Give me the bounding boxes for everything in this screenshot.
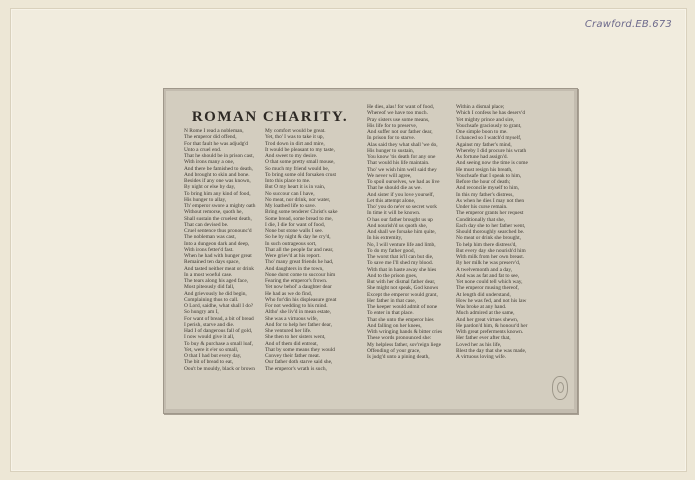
verse-line: Yet mighty prince and sire, bbox=[456, 116, 515, 123]
verse-line: Cruel sentence thus pronounc'd bbox=[184, 228, 252, 234]
verse-line: But with her dismal father dear, bbox=[367, 279, 436, 285]
verse-line: And sweet to my desire. bbox=[265, 153, 318, 159]
verse-line: My comfort would be great. bbox=[265, 128, 326, 134]
verse-line: Had I of dangerous fall of gold, bbox=[184, 328, 253, 334]
verse-line: Into a dungeon dark and deep, bbox=[184, 240, 250, 247]
verse-line: But every day she nourish'd him bbox=[456, 247, 526, 254]
text-column-3 bbox=[367, 104, 442, 360]
verse-line: Yet, tho' I was to take it up, bbox=[265, 134, 324, 141]
verse-line: Yet, were it e'er so small, bbox=[184, 346, 239, 353]
verse-line: You know 'tis death for any one bbox=[367, 154, 436, 160]
verse-line: No succour can I have, bbox=[265, 190, 315, 197]
verse-line: And of them did entreat, bbox=[265, 340, 318, 347]
verse-line: At length did understand, bbox=[456, 291, 511, 298]
verse-line: One simple boon to me. bbox=[456, 129, 508, 135]
verse-line: None but stone walls I see. bbox=[265, 228, 324, 234]
verse-line: Her father in that case, bbox=[367, 297, 416, 304]
verse-line: To save me I'll shed my blood. bbox=[367, 260, 434, 267]
verse-line: It would be pleasant to my taste, bbox=[265, 146, 335, 153]
verse-line: And brought to skin and bone. bbox=[184, 171, 250, 178]
verse-line: For want of bread, a bit of bread bbox=[184, 315, 254, 322]
verse-line: That all the people far and near, bbox=[265, 246, 334, 253]
verse-line: But O my heart it is in vain, bbox=[265, 184, 326, 191]
verse-line: A virtuous loving wife. bbox=[456, 354, 507, 360]
verse-line: To buy & purchase a small loaf, bbox=[184, 340, 253, 347]
verse-line: My helpless father, sov'reign liege bbox=[367, 341, 441, 348]
verse-line: He dies, alas! for want of food, bbox=[367, 104, 435, 110]
verse-line: In this my father's distress, bbox=[456, 191, 514, 198]
verse-line: And there be famished to death, bbox=[184, 165, 253, 172]
verse-line: I perish, starve and die. bbox=[184, 321, 235, 328]
verse-line: Let this attempt alone, bbox=[367, 197, 416, 204]
verse-line: Offending of your grace, bbox=[367, 347, 421, 354]
verse-line: O that some pretty small mouse, bbox=[265, 159, 335, 166]
verse-line: Trod down in dirt and mire, bbox=[265, 140, 325, 147]
verse-line: That he should be in prison cast, bbox=[184, 153, 254, 159]
verse-line: And for to help her father dear, bbox=[265, 321, 332, 328]
verse-line: Without remorse, quoth he, bbox=[184, 209, 243, 216]
verse-line: In prison for to starve. bbox=[367, 135, 416, 142]
verse-line: And nourish'd us quoth she, bbox=[367, 222, 428, 229]
verse-line: Is judg'd unto a pining death, bbox=[367, 354, 430, 360]
verse-line: For that fault he was adjudg'd bbox=[184, 140, 248, 147]
verse-line: So hungry am I, bbox=[184, 309, 219, 316]
text-column-2 bbox=[265, 128, 338, 372]
verse-line: Loved her as his life, bbox=[456, 341, 502, 348]
text-column-4 bbox=[456, 104, 528, 360]
verse-line: The emperor did offend, bbox=[184, 134, 237, 141]
verse-line: With great preferments known. bbox=[456, 329, 524, 335]
verse-line: And daughters in the town, bbox=[265, 265, 324, 272]
verse-line: With irons many a one, bbox=[184, 159, 235, 166]
verse-line: Shall sustain the cruelest death, bbox=[184, 215, 252, 222]
verse-line: That by some means they would bbox=[265, 346, 335, 353]
verse-line: Tho' many great friends he had, bbox=[265, 259, 334, 266]
verse-line: To enter in that place. bbox=[367, 310, 414, 317]
verse-line: A twelvemonth and a day, bbox=[456, 266, 513, 273]
verse-line: Each day she to her father went, bbox=[456, 222, 526, 229]
verse-line: With milk from her own breast. bbox=[456, 254, 525, 260]
verse-line: Some bread, some bread to me, bbox=[265, 215, 333, 222]
verse-line: And tasted neither meat or drink bbox=[184, 265, 254, 272]
verse-line: Bring some tenderer Christ's sake bbox=[265, 209, 338, 216]
verse-line: With that in haste away she hies bbox=[367, 266, 437, 273]
verse-line: Whereof we have too much. bbox=[367, 110, 428, 117]
verse-line: With irons fetter'd fast. bbox=[184, 246, 234, 253]
verse-line: And her great virtues shewn, bbox=[456, 316, 519, 323]
verse-line: In a most woeful case. bbox=[184, 271, 233, 278]
verse-line: And was as fat and fat to see, bbox=[456, 272, 520, 279]
verse-line: Should thoroughly searched be. bbox=[456, 229, 525, 235]
verse-line: Under his curse remain. bbox=[456, 204, 508, 210]
verse-line: And falling on her knees, bbox=[367, 322, 422, 329]
verse-line: Within a dismal place; bbox=[456, 104, 505, 110]
verse-line: For not wedding to his mind. bbox=[265, 303, 328, 309]
verse-line: Was broke at any hand. bbox=[456, 304, 507, 310]
verse-line: And reconcile myself to him, bbox=[456, 185, 520, 192]
verse-line: I chanced so I watch'd myself, bbox=[456, 135, 522, 142]
verse-line: And suffer not our father dear, bbox=[367, 129, 433, 135]
verse-line: Which I confess he has deserv'd bbox=[456, 110, 526, 117]
verse-line: By her milk he was preserv'd, bbox=[456, 260, 521, 267]
verse-line: O Lord, saidhe, what shall I do? bbox=[184, 303, 254, 309]
verse-line: To spoil ourselves, we had as live bbox=[367, 179, 440, 185]
verse-line: How he was fed, and not his law bbox=[456, 297, 527, 304]
verse-line: Who for'din his displeasure great bbox=[265, 296, 337, 303]
verse-line: And grievously he did begin, bbox=[184, 290, 247, 297]
verse-line: Tho' we wish him well said they bbox=[367, 166, 437, 173]
verse-line: The worst that is'll can but die, bbox=[367, 254, 434, 260]
verse-line: I die, I die for want of food, bbox=[265, 221, 326, 228]
verse-line: She was a virtuous wife, bbox=[265, 315, 318, 322]
verse-line: Th' emperor swore a mighty oath bbox=[184, 203, 256, 209]
verse-line: Whereby I did procure his wrath bbox=[456, 147, 527, 154]
verse-line: Much admired at the same, bbox=[456, 310, 515, 317]
verse-line: With wringing hands & bitter cries bbox=[367, 329, 443, 335]
verse-line: No meat or drink she brought, bbox=[456, 235, 521, 242]
verse-line: He must resign his breath, bbox=[456, 166, 513, 173]
verse-line: His life for to preserve, bbox=[367, 122, 418, 129]
verse-line: When he had with hunger great bbox=[184, 253, 252, 259]
verse-line: Blest the day that she was made, bbox=[456, 347, 527, 354]
printed-area bbox=[166, 91, 574, 409]
verse-line: Oou't be mouldy, black or brown bbox=[184, 365, 255, 372]
text-column-1 bbox=[184, 128, 255, 372]
verse-line: The emperor grants her request bbox=[456, 210, 524, 217]
verse-line: The emperor's wrath is such, bbox=[265, 365, 327, 372]
verse-line: None durst come to succour him bbox=[265, 271, 336, 278]
verse-line: To do my father good, bbox=[367, 247, 415, 254]
verse-line: Into this place to me. bbox=[265, 178, 311, 184]
verse-line: No, I will venture life and limb, bbox=[367, 241, 436, 248]
verse-line: To help him there distress'd, bbox=[456, 241, 517, 248]
verse-line: Vouchsafe that I speak to him, bbox=[456, 172, 522, 179]
verse-line: The keeper would admit of none bbox=[367, 304, 438, 310]
verse-line: In his extremity, bbox=[367, 235, 403, 242]
verse-line: His hunger to allay, bbox=[184, 196, 227, 203]
verse-line: My loathed life to save. bbox=[265, 203, 317, 209]
verse-line: She then to her sisters went, bbox=[265, 334, 326, 341]
verse-line: O has our father brought us up bbox=[367, 216, 433, 223]
verse-line: She ventured her life. bbox=[265, 328, 312, 334]
verse-line: The bit of bread to eat, bbox=[184, 359, 234, 366]
verse-line: His hunger to sustain, bbox=[367, 147, 415, 154]
verse-line: Were griev'd at his report. bbox=[265, 253, 321, 259]
verse-line: The tears along his aged face, bbox=[184, 278, 249, 284]
verse-line: She might not speak, God knows bbox=[367, 285, 439, 292]
verse-line: Yet now behol' a daughter dear bbox=[265, 284, 332, 291]
verse-line: Vouchsafe graciously to grant, bbox=[456, 122, 522, 129]
verse-line: No meat, nor drink, nor water, bbox=[265, 196, 331, 203]
verse-line: And shall we forsake him quite, bbox=[367, 229, 436, 235]
verse-line: The nobleman was cast, bbox=[184, 234, 236, 241]
verse-line: As when he dies I may not then bbox=[456, 197, 525, 204]
verse-line: To bring him any kind of food, bbox=[184, 190, 251, 197]
verse-line: That she unto the emperor hies bbox=[367, 316, 434, 323]
verse-line: I now would give it all, bbox=[184, 334, 235, 341]
verse-line: He had as we do find, bbox=[265, 290, 313, 297]
verse-line: The emperor musing thereof, bbox=[456, 285, 519, 292]
verse-line: As fortune had assign'd. bbox=[456, 154, 508, 160]
verse-line: In such outrageous sort, bbox=[265, 240, 317, 247]
verse-line: Unto a cruel end. bbox=[184, 146, 222, 153]
verse-line: Fearing the emperor's frown. bbox=[265, 278, 328, 284]
verse-line: That he should die as we. bbox=[367, 185, 422, 192]
verse-line: Altho' she liv'd in mean estate, bbox=[265, 309, 332, 316]
verse-line: So he by night & day he cry'd, bbox=[265, 234, 331, 241]
verse-line: Except the emperor would grant, bbox=[367, 291, 438, 298]
verse-line: Remained ten days space, bbox=[184, 259, 240, 266]
verse-line: Alas said they what shall 'we do, bbox=[367, 141, 438, 148]
verse-line: We never will agree, bbox=[367, 172, 412, 179]
verse-line: These words pronounced she: bbox=[367, 335, 432, 342]
verse-line: To bring some old forsaken crust bbox=[265, 171, 337, 178]
verse-line: And seeing now the time is come bbox=[456, 160, 528, 167]
verse-line: In time it will be known. bbox=[367, 210, 421, 217]
verse-line: That would his life maintain. bbox=[367, 160, 430, 167]
verse-line: N Rome I read a nobleman, bbox=[184, 128, 244, 134]
verse-line: Convey their father meat. bbox=[265, 353, 321, 359]
verse-line: Conditionally that she, bbox=[456, 216, 505, 223]
verse-line: Tho' you do ne'er so secret work bbox=[367, 204, 437, 210]
verse-line: O that I had but every day, bbox=[184, 353, 242, 359]
page-title: ROMAN CHARITY. bbox=[191, 109, 349, 125]
verse-line: Complaining thus to call. bbox=[184, 296, 239, 303]
verse-line: And to the prison goes, bbox=[367, 272, 418, 279]
verse-line: By night or else by day, bbox=[184, 184, 236, 191]
verse-line: That can devised be. bbox=[184, 221, 229, 228]
verse-line: Against my father's mind, bbox=[456, 141, 512, 148]
shelfmark-annotation: Crawford.EB.673 bbox=[584, 19, 672, 30]
verse-line: Yet none could tell which way, bbox=[456, 279, 523, 285]
verse-line: And sister if you love yourself, bbox=[367, 191, 435, 198]
verse-line: So much my friend would be, bbox=[265, 165, 330, 172]
library-stamp-icon bbox=[552, 376, 568, 400]
verse-line: Pray sisters use some means, bbox=[367, 116, 430, 123]
verse-line: Her father ever after that, bbox=[456, 335, 511, 342]
verse-line: Before the hour of death; bbox=[456, 179, 511, 185]
verse-line: Most piteously did fall, bbox=[184, 284, 235, 291]
verse-line: Our father doth starve said she, bbox=[265, 359, 333, 366]
verse-line: Besides if any one was known, bbox=[184, 178, 251, 184]
verse-line: He pardon'd him, & honour'd her bbox=[456, 322, 528, 329]
